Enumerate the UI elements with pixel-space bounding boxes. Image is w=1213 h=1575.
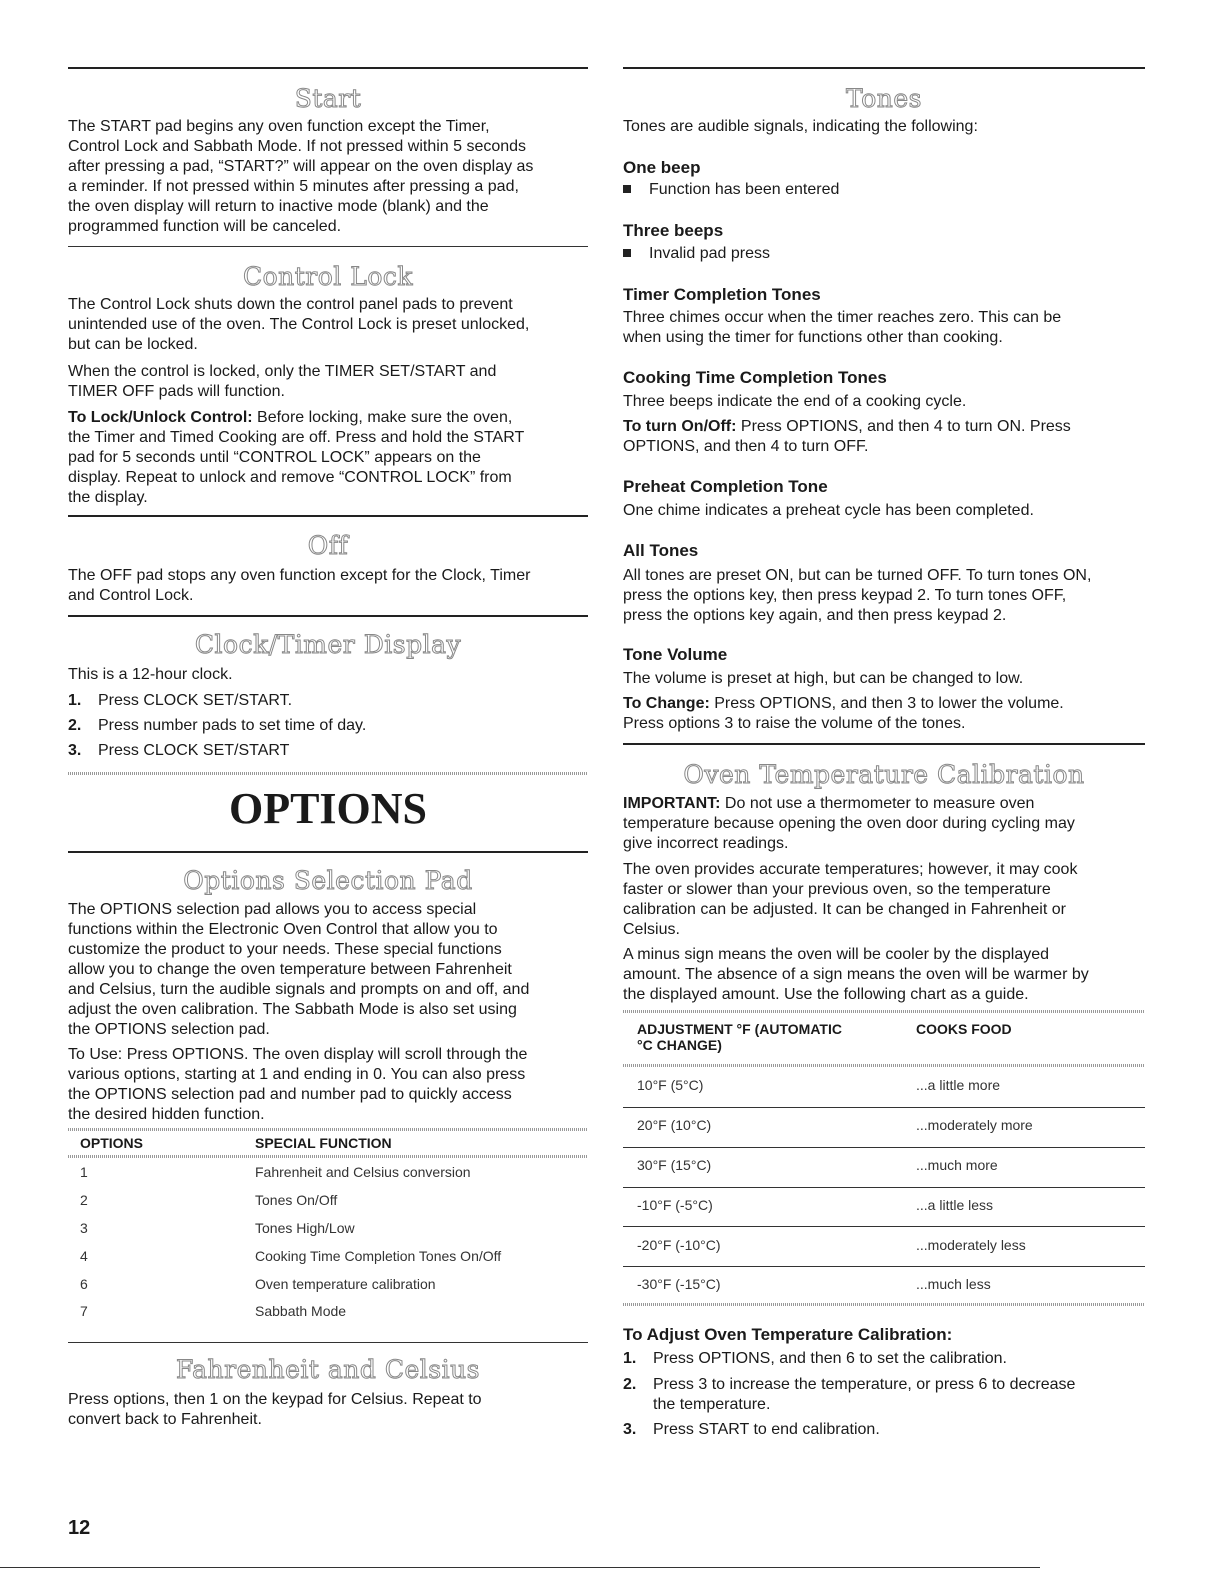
bottom-rule <box>0 1567 1040 1568</box>
section-title-off: Off <box>307 531 349 560</box>
divider <box>68 851 588 853</box>
tone-volume-heading: Tone Volume <box>623 645 728 664</box>
clock-step: 1. Press CLOCK SET/START. <box>68 692 293 709</box>
clock-step: 3. Press CLOCK SET/START <box>68 742 290 759</box>
calibration-p3: A minus sign means the oven will be cooler by the displayed amount. The absence of a sign means the oven will be warmer by the displayed amount. Use the following chart as a guide. <box>623 946 1089 1003</box>
divider <box>623 743 1145 745</box>
section-title-start: Start <box>294 84 362 113</box>
table-cell: 6 <box>80 1276 88 1292</box>
control-lock-p2: When the control is locked, only the TIMER SET/START and TIMER OFF pads will function. <box>68 363 497 400</box>
section-title-control-lock: Control Lock <box>242 262 414 291</box>
table-cell: 3 <box>80 1220 88 1236</box>
hatch-divider <box>68 1155 588 1158</box>
table-cell: Tones On/Off <box>255 1192 338 1208</box>
bullet-item: Invalid pad press <box>623 244 770 264</box>
divider <box>68 515 588 517</box>
table-cell: Tones High/Low <box>255 1220 355 1236</box>
options-table-header: OPTIONS <box>80 1135 144 1151</box>
one-beep-heading: One beep <box>623 158 701 177</box>
all-tones-body: All tones are preset ON, but can be turned OFF. To turn tones ON, press the options key, then press keypad 2. To turn tones OFF, press the options key again, and then press keypad 2. <box>623 567 1092 624</box>
section-title-clock: Clock/Timer Display <box>194 630 462 659</box>
section-title-options-pad: Options Selection Pad <box>183 866 473 895</box>
table-cell: 1 <box>80 1164 88 1180</box>
tone-volume-change: To Change: Press OPTIONS, and then 3 to lower the volume. Press options 3 to raise the volume of the tones. <box>623 695 1064 732</box>
calibration-step: 2. Press 3 to increase the temperature, or press 6 to decrease the temperature. <box>623 1376 1076 1413</box>
bullet-icon <box>623 249 631 257</box>
table-row-divider <box>623 1187 1145 1188</box>
table-cell: -20°F (-10°C) <box>637 1237 721 1253</box>
table-cell: 4 <box>80 1248 88 1264</box>
divider <box>68 615 588 617</box>
table-cell: Oven temperature calibration <box>255 1276 436 1292</box>
three-beeps-heading: Three beeps <box>623 221 724 240</box>
section-title-calibration: Oven Temperature Calibration <box>683 760 1085 789</box>
options-heading: OPTIONS <box>228 784 428 833</box>
table-cell: ...much more <box>916 1157 998 1173</box>
table-cell: Fahrenheit and Celsius conversion <box>255 1164 471 1180</box>
clock-step: 2. Press number pads to set time of day. <box>68 717 367 734</box>
control-lock-p1: The Control Lock shuts down the control panel pads to prevent unintended use of the oven. The Control Lock is preset unlocked, but can be locked. <box>68 296 530 353</box>
hatch-divider <box>623 1010 1145 1013</box>
top-rule-left <box>68 67 588 69</box>
table-cell: ...a little more <box>916 1077 1001 1093</box>
table-row-divider <box>623 1147 1145 1148</box>
all-tones-heading: All Tones <box>623 541 699 560</box>
fahrenheit-body: Press options, then 1 on the keypad for Celsius. Repeat to convert back to Fahrenheit. <box>68 1391 482 1428</box>
table-row-divider <box>623 1266 1145 1267</box>
section-title-fahrenheit: Fahrenheit and Celsius <box>175 1355 481 1384</box>
table-cell: -30°F (-15°C) <box>637 1276 721 1292</box>
top-rule-right <box>623 67 1145 69</box>
table-cell: Sabbath Mode <box>255 1303 347 1319</box>
hatch-divider <box>68 772 588 775</box>
bullet-item: Function has been entered <box>623 180 839 200</box>
divider <box>68 246 588 247</box>
clock-intro: This is a 12-hour clock. <box>68 666 233 683</box>
calibration-important: IMPORTANT: Do not use a thermometer to measure oven temperature because opening the oven door during cycling may give incorrect readings. <box>623 795 1075 852</box>
table-cell: Cooking Time Completion Tones On/Off <box>255 1248 502 1264</box>
table-cell: 10°F (5°C) <box>637 1077 704 1093</box>
control-lock-p3: To Lock/Unlock Control: Before locking, make sure the oven, the Timer and Timed Cooking are off. Press and hold the START pad for 5 seconds until “CONTROL LOCK” appears on the display. Repeat to unlock and remove “CONTROL LOCK” from the display. <box>68 409 525 506</box>
table-cell: 7 <box>80 1303 88 1319</box>
calibration-step: 3. Press START to end calibration. <box>623 1421 880 1438</box>
table-cell: ...much less <box>916 1276 991 1292</box>
start-body: The START pad begins any oven function except the Timer, Control Lock and Sabbath Mode. If not pressed within 5 seconds after pressing a pad, “START?” will appear on the oven display as a reminder. If not pressed within 5 minutes after pressing a pad, the oven display will return to inactive mode (blank) and the programmed function will be canceled. <box>68 118 534 235</box>
cooking-tones-onoff: To turn On/Off: Press OPTIONS, and then 4 to turn ON. Press OPTIONS, and then 4 to turn OFF. <box>623 418 1071 455</box>
preheat-heading: Preheat Completion Tone <box>623 477 828 496</box>
table-row-divider <box>623 1226 1145 1227</box>
options-table-header: SPECIAL FUNCTION <box>255 1135 392 1151</box>
cooking-tones-heading: Cooking Time Completion Tones <box>623 368 887 387</box>
table-row-divider <box>623 1107 1145 1108</box>
hatch-divider <box>68 1128 588 1131</box>
table-cell: ...moderately more <box>916 1117 1033 1133</box>
table-cell: 2 <box>80 1192 88 1208</box>
hatch-divider <box>623 1064 1145 1067</box>
table-cell: -10°F (-5°C) <box>637 1197 713 1213</box>
section-title-tones: Tones <box>845 84 922 113</box>
cooking-tones-body: Three beeps indicate the end of a cooking cycle. <box>623 393 967 410</box>
tone-volume-body: The volume is preset at high, but can be changed to low. <box>623 670 1024 687</box>
adjust-calibration-heading: To Adjust Oven Temperature Calibration: <box>623 1325 953 1344</box>
calibration-table-header: COOKS FOOD <box>916 1021 1012 1037</box>
page-number: 12 <box>68 1517 91 1539</box>
options-pad-p1: The OPTIONS selection pad allows you to access special functions within the Electronic Oven Control that allow you to customize the product to your needs. These special functions allow you to change the oven temperature between Fahrenheit and Celsius, turn the audible signals and prompts on and off, and adjust the oven calibration. The Sabbath Mode is also set using the OPTIONS selection pad. <box>68 901 530 1038</box>
table-cell: ...a little less <box>916 1197 994 1213</box>
tones-intro: Tones are audible signals, indicating the following: <box>623 118 978 135</box>
preheat-body: One chime indicates a preheat cycle has been completed. <box>623 502 1034 519</box>
options-pad-p2: To Use: Press OPTIONS. The oven display will scroll through the various options, starting at 1 and ending in 0. You can also press the OPTIONS selection pad and number pad to quickly access the desired hidden function. <box>68 1046 528 1123</box>
bullet-icon <box>623 185 631 193</box>
timer-tones-heading: Timer Completion Tones <box>623 285 821 304</box>
timer-tones-body: Three chimes occur when the timer reaches zero. This can be when using the timer for functions other than cooking. <box>623 309 1062 346</box>
table-cell: ...moderately less <box>916 1237 1026 1253</box>
off-body: The OFF pad stops any oven function except for the Clock, Timer and Control Lock. <box>68 567 531 604</box>
calibration-p2: The oven provides accurate temperatures; however, it may cook faster or slower than your previous oven, so the temperature calibration can be adjusted. It can be changed in Fahrenheit or Celsius. <box>623 861 1078 938</box>
calibration-table-header: ADJUSTMENT °F (AUTOMATIC °C CHANGE) <box>637 1021 842 1053</box>
hatch-divider <box>623 1303 1145 1306</box>
table-cell: 20°F (10°C) <box>637 1117 712 1133</box>
divider <box>68 1342 588 1343</box>
calibration-step: 1. Press OPTIONS, and then 6 to set the calibration. <box>623 1350 1007 1367</box>
table-cell: 30°F (15°C) <box>637 1157 712 1173</box>
